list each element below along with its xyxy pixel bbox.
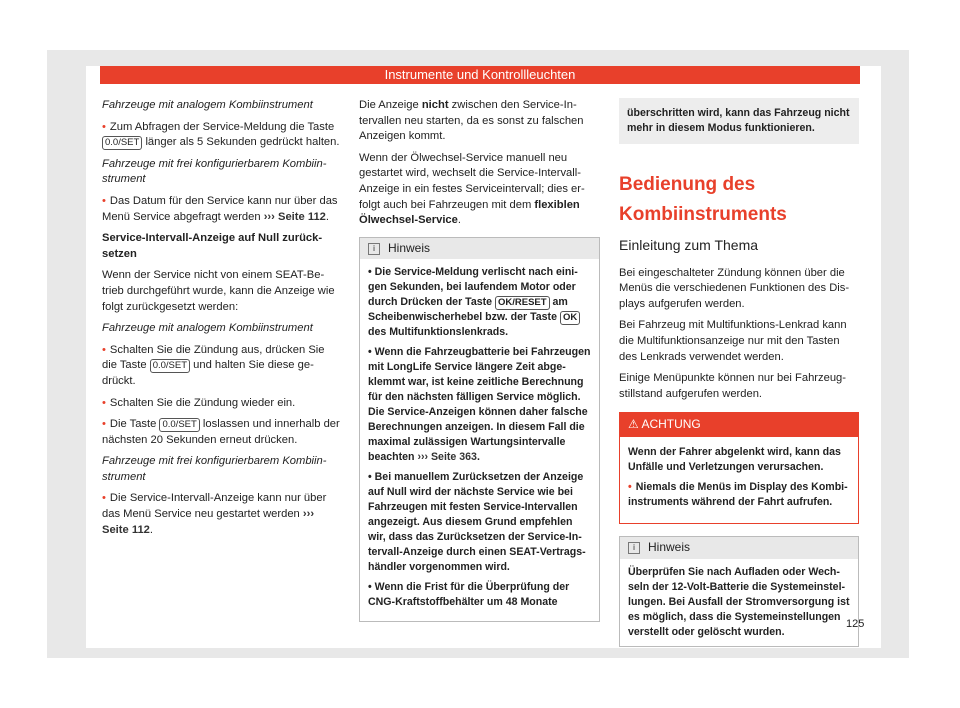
bullet-icon: • xyxy=(102,343,106,356)
bullet-icon: • xyxy=(102,194,106,207)
bullet-icon: • xyxy=(102,418,106,431)
list-item: • Die Service-Intervall-Anzeige kann nur über das Menü Service neu gestartet werden ››› Seite 112. xyxy=(102,492,327,536)
paragraph: Wenn der Service nicht von einem SEAT-Betrieb durchgeführt wurde, kann die Anzeige wie folgt zurückgesetzt werden: xyxy=(102,269,335,313)
vehicle-label: Fahrzeuge mit analogem Kombiinstrument xyxy=(102,322,313,335)
hint-continuation: überschritten wird, kann das Fahrzeug nicht mehr in diesem Modus funktionieren. xyxy=(619,98,859,144)
section-heading: Service-Intervall-Anzeige auf Null zurücksetzen xyxy=(102,232,323,260)
hint-body: Überprüfen Sie nach Aufladen oder Wechseln der 12-Volt-Batterie die Systemeinstellungen. Bei Ausfall der Stromversorgung ist es möglich, dass die Systemeinstellungen verstellt oder gelöscht wurden. xyxy=(628,565,850,638)
chapter-header: Instrumente und Kontrollleuchten xyxy=(100,66,860,84)
column-2 xyxy=(359,98,600,630)
list-item: • Schalten Sie die Zündung aus, drücken Sie die Taste 0.0/SET und halten Sie diese gedrückt. xyxy=(102,343,325,387)
paragraph: Wenn der Fahrer abgelenkt wird, kann das Unfälle und Verletzungen verursachen. xyxy=(628,445,841,473)
list-item: • Niemals die Menüs im Display des Kombiinstruments während der Fahrt aufrufen. xyxy=(628,480,848,508)
column-1 xyxy=(102,98,340,544)
bullet-icon: • xyxy=(102,492,106,505)
bullet-icon: • xyxy=(102,396,106,409)
subsection-title: Einleitung zum Thema xyxy=(619,237,759,253)
page-link[interactable]: ››› Seite 112 xyxy=(263,210,326,223)
list-item: • Die Service-Meldung verlischt nach einigen Sekunden, bei laufendem Motor oder durch Drücken der Taste OK/RESET am Scheibenwischerhebel bzw. der Taste OK des Multifunktionslenkrads. xyxy=(368,265,591,340)
page-number: 125 xyxy=(846,618,865,630)
list-item: • Zum Abfragen der Service-Meldung die Taste 0.0/SET länger als 5 Sekunden gedrückt halten. xyxy=(102,120,340,149)
warning-header: ⚠ ACHTUNG xyxy=(620,413,858,437)
info-icon: i xyxy=(368,243,380,255)
key-ok: OK xyxy=(560,311,580,325)
list-item: • Die Taste 0.0/SET loslassen und innerhalb der nächsten 20 Sekunden erneut drücken. xyxy=(102,418,340,446)
list-item: • Bei manuellem Zurücksetzen der Anzeige auf Null wird der nächste Service wie bei Fahrzeugen mit festen Service-Intervallen angezeigt. Aus diesem Grund empfehlen wir, dass das Zurücksetzen der Service-Intervall-Anzeige durch einen SEAT-Vertragshändler vorgenommen wird. xyxy=(368,471,586,574)
vehicle-label: Fahrzeuge mit analogem Kombiinstrument xyxy=(102,99,313,111)
vehicle-label: Fahrzeuge mit frei konfigurierbarem Kombiinstrument xyxy=(102,157,327,186)
warning-icon: ⚠ xyxy=(628,417,639,432)
column-3 xyxy=(619,98,859,655)
key-ok-reset: OK/RESET xyxy=(495,296,550,310)
list-item: • Schalten Sie die Zündung wieder ein. xyxy=(102,396,296,409)
paragraph: Bei eingeschalteter Zündung können über die Menüs die verschiedenen Funktionen des Displays aufgerufen werden. xyxy=(619,266,850,310)
page-link[interactable]: ››› Seite 112 xyxy=(102,508,315,536)
warning-box xyxy=(619,412,859,524)
hint-box xyxy=(359,237,600,623)
bullet-icon: • xyxy=(102,120,106,133)
page-link[interactable]: ››› Seite 363 xyxy=(417,451,477,464)
hint-box xyxy=(619,536,859,647)
key-set: 0.0/SET xyxy=(102,136,142,150)
hint-header: i Hinweis xyxy=(620,537,858,559)
vehicle-label: Fahrzeuge mit frei konfigurierbarem Kombiinstrument xyxy=(102,455,327,483)
info-icon: i xyxy=(628,542,640,554)
paragraph: Wenn der Ölwechsel-Service manuell neu gestartet wird, wechselt die Service-Intervall-Anzeige in ein festes Serviceintervall; dies erfolgt auch bei Fahrzeugen mit dem flexiblen Ölwechsel-Service. xyxy=(359,151,585,227)
bullet-icon: • xyxy=(628,480,632,493)
hint-header: i Hinweis xyxy=(360,238,599,260)
list-item: • Das Datum für den Service kann nur über das Menü Service abgefragt werden ››› Seite 112. xyxy=(102,194,338,223)
list-item: • Wenn die Fahrzeugbatterie bei Fahrzeugen mit LongLife Service längere Zeit abgeklemmt war, ist keine zeitliche Berechnung für den nächsten fälligen Service möglich. Die Service-Anzeigen können daher falsche Berechnungen anzeigen. In diesem Fall die maximal zulässigen Wartungsintervalle beachten ››› Seite 363. xyxy=(368,346,591,464)
key-set: 0.0/SET xyxy=(159,418,199,432)
key-set: 0.0/SET xyxy=(150,359,190,373)
hint-body xyxy=(360,259,599,621)
paragraph: Die Anzeige nicht zwischen den Service-Intervallen neu starten, da es sonst zu falschen Anzeigen kommt. xyxy=(359,99,584,143)
warning-body xyxy=(620,437,858,523)
paragraph: Bei Fahrzeug mit Multifunktions-Lenkrad kann die Multifunktionsanzeige nur mit den Tasten des Lenkrads verwendet werden. xyxy=(619,319,847,363)
section-title: Bedienung des Kombiinstruments xyxy=(619,174,787,225)
list-item: • Wenn die Frist für die Überprüfung der CNG-Kraftstoffbehälter um 48 Monate xyxy=(368,581,570,609)
paragraph: Einige Menüpunkte können nur bei Fahrzeugstillstand aufgerufen werden. xyxy=(619,372,847,400)
